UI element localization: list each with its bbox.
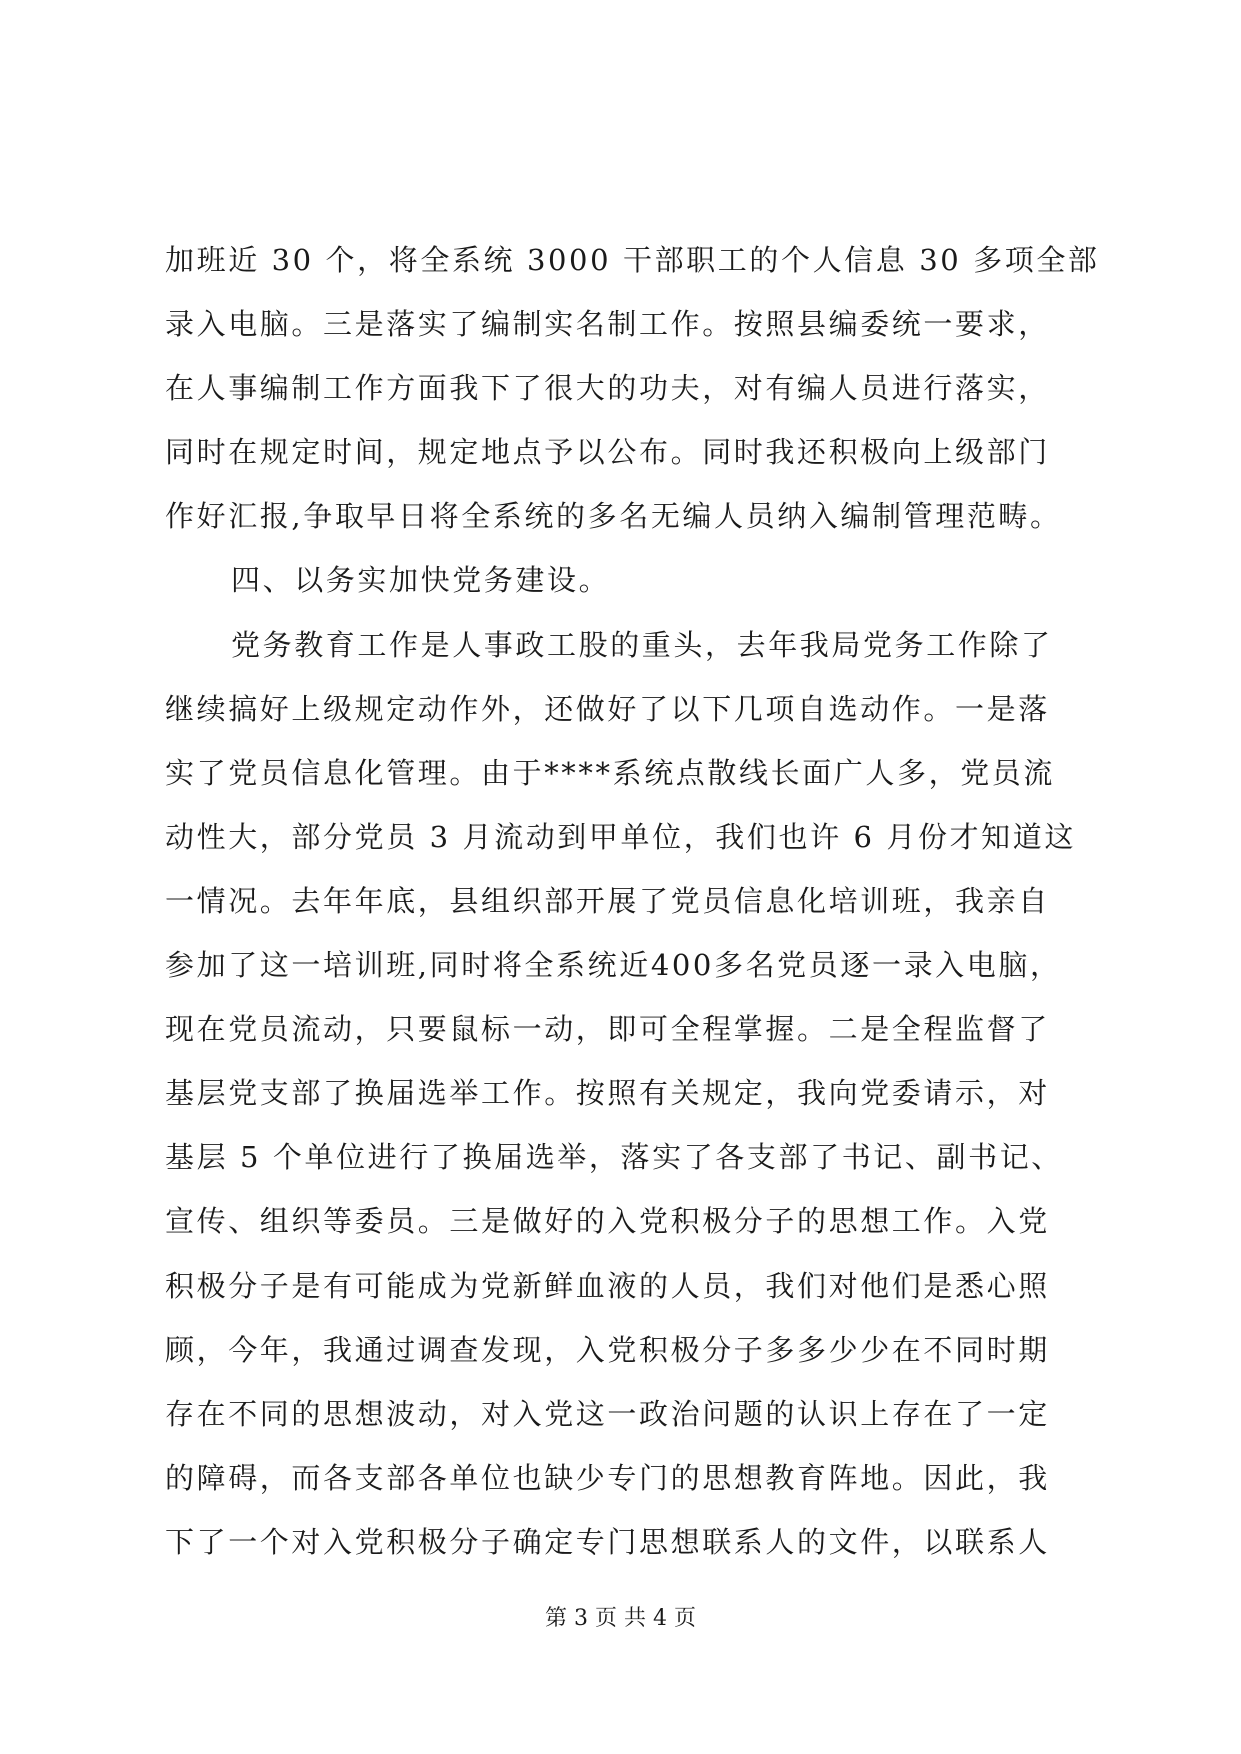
text-line: 参加了这一培训班,同时将全系统近400多名党员逐一录入电脑， bbox=[165, 948, 1062, 983]
text-line: 基层 5 个单位进行了换届选举，落实了各支部了书记、副书记、 bbox=[165, 1140, 1063, 1175]
text-line: 在人事编制工作方面我下了很大的功夫，对有编人员进行落实， bbox=[165, 371, 1050, 406]
section-heading: 四、以务实加快党务建设。 bbox=[231, 563, 611, 598]
text-line: 的障碍，而各支部各单位也缺少专门的思想教育阵地。因此，我 bbox=[165, 1460, 1050, 1495]
text-line: 作好汇报,争取早日将全系统的多名无编人员纳入编制管理范畴。 bbox=[165, 499, 1062, 534]
text-line: 继续搞好上级规定动作外，还做好了以下几项自选动作。一是落 bbox=[165, 691, 1050, 726]
text-line: 一情况。去年年底，县组织部开展了党员信息化培训班，我亲自 bbox=[165, 883, 1050, 918]
text-line: 积极分子是有可能成为党新鲜血液的人员，我们对他们是悉心照 bbox=[165, 1268, 1050, 1303]
text-line: 基层党支部了换届选举工作。按照有关规定，我向党委请示，对 bbox=[165, 1076, 1050, 1111]
text-line: 加班近 30 个，将全系统 3000 干部职工的个人信息 30 多项全部 bbox=[165, 243, 1100, 277]
text-line: 下了一个对入党积极分子确定专门思想联系人的文件，以联系人 bbox=[165, 1524, 1050, 1559]
text-line: 录入电脑。三是落实了编制实名制工作。按照县编委统一要求， bbox=[165, 307, 1050, 342]
text-line: 实了党员信息化管理。由于****系统点散线长面广人多，党员流 bbox=[165, 755, 1056, 790]
text-line: 同时在规定时间，规定地点予以公布。同时我还积极向上级部门 bbox=[165, 435, 1050, 470]
text-line: 党务教育工作是人事政工股的重头，去年我局党务工作除了 bbox=[231, 627, 1053, 662]
document-body bbox=[165, 228, 1100, 1574]
text-line: 宣传、组织等委员。三是做好的入党积极分子的思想工作。入党 bbox=[165, 1204, 1050, 1239]
text-line: 顾，今年，我通过调查发现，入党积极分子多多少少在不同时期 bbox=[165, 1332, 1050, 1367]
page-number-label: 第 3 页 共 4 页 bbox=[545, 1606, 696, 1631]
text-line: 存在不同的思想波动，对入党这一政治问题的认识上存在了一定 bbox=[165, 1396, 1050, 1431]
text-line: 现在党员流动，只要鼠标一动，即可全程掌握。二是全程监督了 bbox=[165, 1012, 1050, 1047]
page-footer bbox=[0, 1604, 1241, 1634]
text-line: 动性大，部分党员 3 月流动到甲单位，我们也许 6 月份才知道这 bbox=[165, 819, 1076, 854]
